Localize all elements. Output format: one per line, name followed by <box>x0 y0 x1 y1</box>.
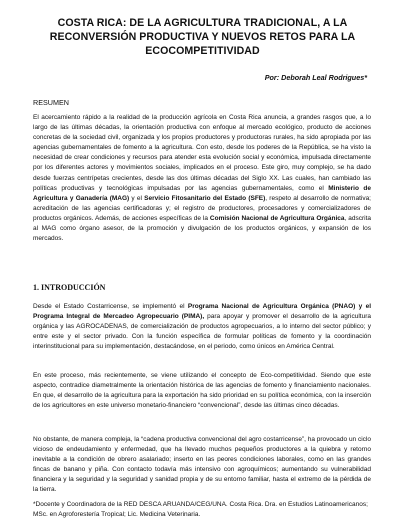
author-prefix: Por: <box>264 73 280 82</box>
abstract-text <box>33 113 371 244</box>
author-footnote: *Docente y Coordinadora de la RED DESCA ARUANDA/CEG/UNA. Costa Rica. Dra. en Estudios Latinoamericanos; MSc. en Agroforestería Tropical; Lic. Medicina Veterinaria. <box>33 501 368 519</box>
abstract-text-part: y el <box>129 194 145 202</box>
title-line-2: RECONVERSIÓN PRODUCTIVA Y NUEVOS RETOS PARA LA <box>49 31 356 43</box>
paragraph-text-part: Desde el Estado Costarricense, se implementó el <box>33 303 188 310</box>
document-title <box>20 16 385 58</box>
author-byline <box>265 73 367 82</box>
paragraph-text-part: para apoyar y promover el desarrollo de la agricultura orgánica y las AGROCADENAS, de comercialización de productos agropecuarios, a lo interno del sector público; y entre este y el sector privado. Con la función específica de formular políticas de fomento y la coordinación interinstitucional para su implementación, destacándose, en el periodo, como únicos en América Central. <box>33 313 371 351</box>
abstract-bold-commission: Comisión Nacional de Agricultura Orgánica <box>209 214 345 222</box>
abstract-text-part: , adscrita al MAG como órgano asesor, de la promoción y divulgación de los productos orgánicos, y expansión de los mercados. <box>33 214 371 243</box>
intro-paragraph-1 <box>33 302 371 352</box>
title-line-1: COSTA RICA: DE LA AGRICULTURA TRADICIONAL, A LA <box>57 17 348 29</box>
intro-paragraph-3: No obstante, de manera compleja, la “cadena productiva convencional del agro costarricense”, ha provocado un ciclo vicioso de endeudamiento y enfermedad, que ha llevado muchos pequeños productores a la quiebra y retorno inevitable a la condición de obrero asalariado; inserto en las peores condiciones laborales, como en las grandes fincas de banano y piña. Con contacto todavía más intensivo con agroquímicos; aumentando su vulnerabilidad financiera y la seguridad y la seguridad y sanidad propia y de su entorno familiar, hasta el extremo de la pérdida de la tierra. <box>33 436 371 494</box>
section-heading-introduccion: 1. INTRODUCCIÓN <box>33 283 106 292</box>
abstract-text-part: El acercamiento rápido a la realidad de la producción agrícola en Costa Rica anuncia, a grandes rasgos que, a lo largo de las últimas décadas, la orientación productiva con enfoque al mercado ecológico, producto de acciones concretas de la sociedad civil, organizada y los propios productores y productoras rurales, ha sido apropiada por las agencias gubernamentales de fomento a la agricultura. Con esto, desde los poderes de la República, se ha visto la necesidad de crear condiciones y recursos para atender esta evolución social y económica, impulsada directamente por los diferentes actores y movimientos sociales, implicados en el proceso. Este giro, muy complejo, se ha dado desde fuerzas centrípetas crecientes, desde las dos últimas décadas del Siglo XX. Las cuales, han cambiado las políticas productivas y tecnológicas impulsadas por las agencias gubernamentales, como el <box>33 114 371 192</box>
paragraph-bold-programs: Programa Nacional de Agricultura Orgánica (PNAO) y el Programa Integral de Mercadeo Agropecuario (PIMA), <box>33 303 372 321</box>
abstract-text-part: , respeto al desarrollo de normativa; acreditación de las agencias certificadoras y; el registro de productores, procesadores y comercializadores de productos orgánicos. Además, de acciones específicas de la <box>33 194 371 222</box>
title-line-3: ECOCOMPETITIVIDAD <box>145 45 260 57</box>
abstract-bold-mag: Ministerio de Agricultura y Ganadería (MAG) <box>33 184 371 202</box>
abstract-bold-sfe: Servicio Fitosanitario del Estado (SFE) <box>144 194 266 202</box>
author-name: Deborah Leal Rodrigues* <box>281 73 367 82</box>
intro-paragraph-2: En este proceso, más recientemente, se viene utilizando el concepto de Eco-competitividad. Siendo que este aspecto, contradice diametralmente la orientación histórica de las agencias de fomento y financiamiento nacionales. En que, el desarrollo de la agricultura para la exportación ha sido prioridad en su política económica, con la inserción de los agricultores en este universo monetario-financiero “convencional”, desde las últimas cinco décadas. <box>33 372 371 410</box>
abstract-label: RESUMEN <box>33 98 69 107</box>
